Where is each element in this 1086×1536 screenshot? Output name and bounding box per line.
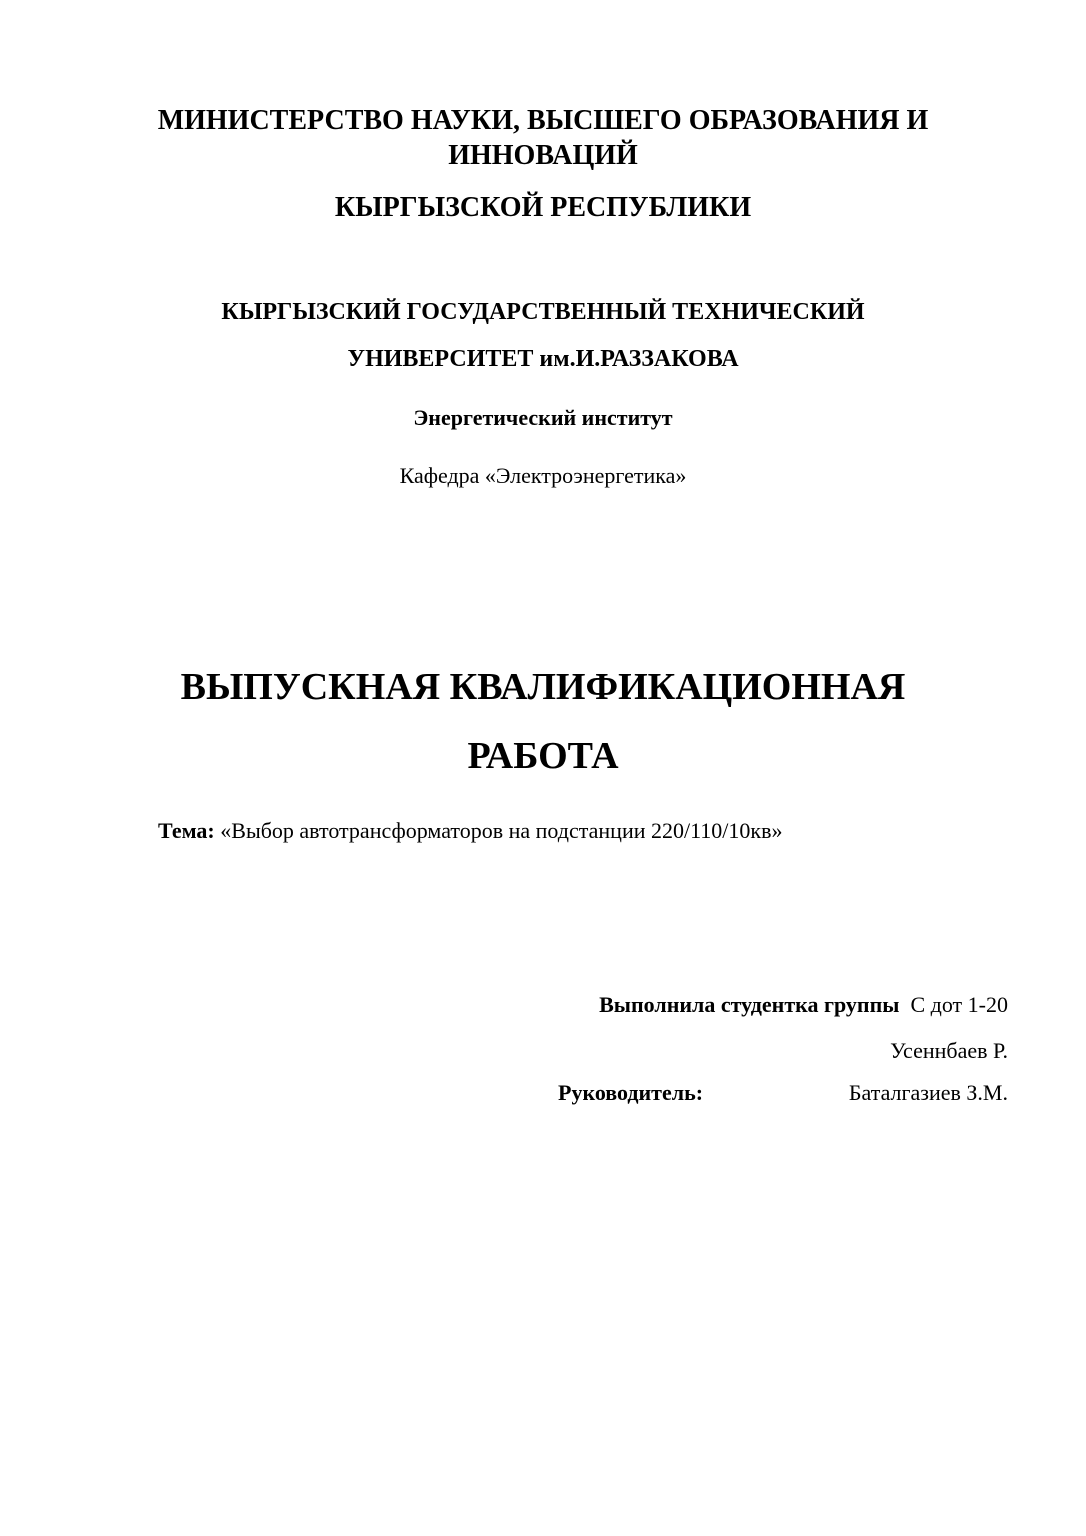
supervisor-label: Руководитель: — [558, 1080, 704, 1105]
topic-label: Тема: — [158, 818, 215, 843]
student-line — [599, 994, 1008, 1016]
ministry-line-1: МИНИСТЕРСТВО НАУКИ, ВЫСШЕГО ОБРАЗОВАНИЯ И — [157, 105, 929, 136]
topic-value: «Выбор автотрансформаторов на подстанции 220/110/10кв» — [214, 818, 783, 843]
supervisor-name: Баталгазиев З.М. — [848, 1080, 1008, 1105]
student-name: Усеннбаев Р. — [890, 1038, 1008, 1063]
university-line-2: УНИВЕРСИТЕТ им.И.РАЗЗАКОВА — [347, 346, 739, 372]
institute-name: Энергетический институт — [413, 405, 673, 430]
student-group: С дот 1-20 — [899, 992, 1008, 1017]
student-label: Выполнила студентка группы — [599, 992, 900, 1017]
thesis-title-line-2: РАБОТА — [467, 735, 619, 777]
topic — [158, 820, 782, 842]
thesis-title-line-1: ВЫПУСКНАЯ КВАЛИФИКАЦИОННАЯ — [180, 666, 906, 708]
university-line-1: КЫРГЫЗСКИЙ ГОСУДАРСТВЕННЫЙ ТЕХНИЧЕСКИЙ — [221, 299, 865, 325]
ministry-line-2: ИННОВАЦИЙ — [448, 140, 638, 171]
department-name: Кафедра «Электроэнергетика» — [399, 463, 687, 488]
ministry-line-3: КЫРГЫЗСКОЙ РЕСПУБЛИКИ — [334, 192, 752, 223]
